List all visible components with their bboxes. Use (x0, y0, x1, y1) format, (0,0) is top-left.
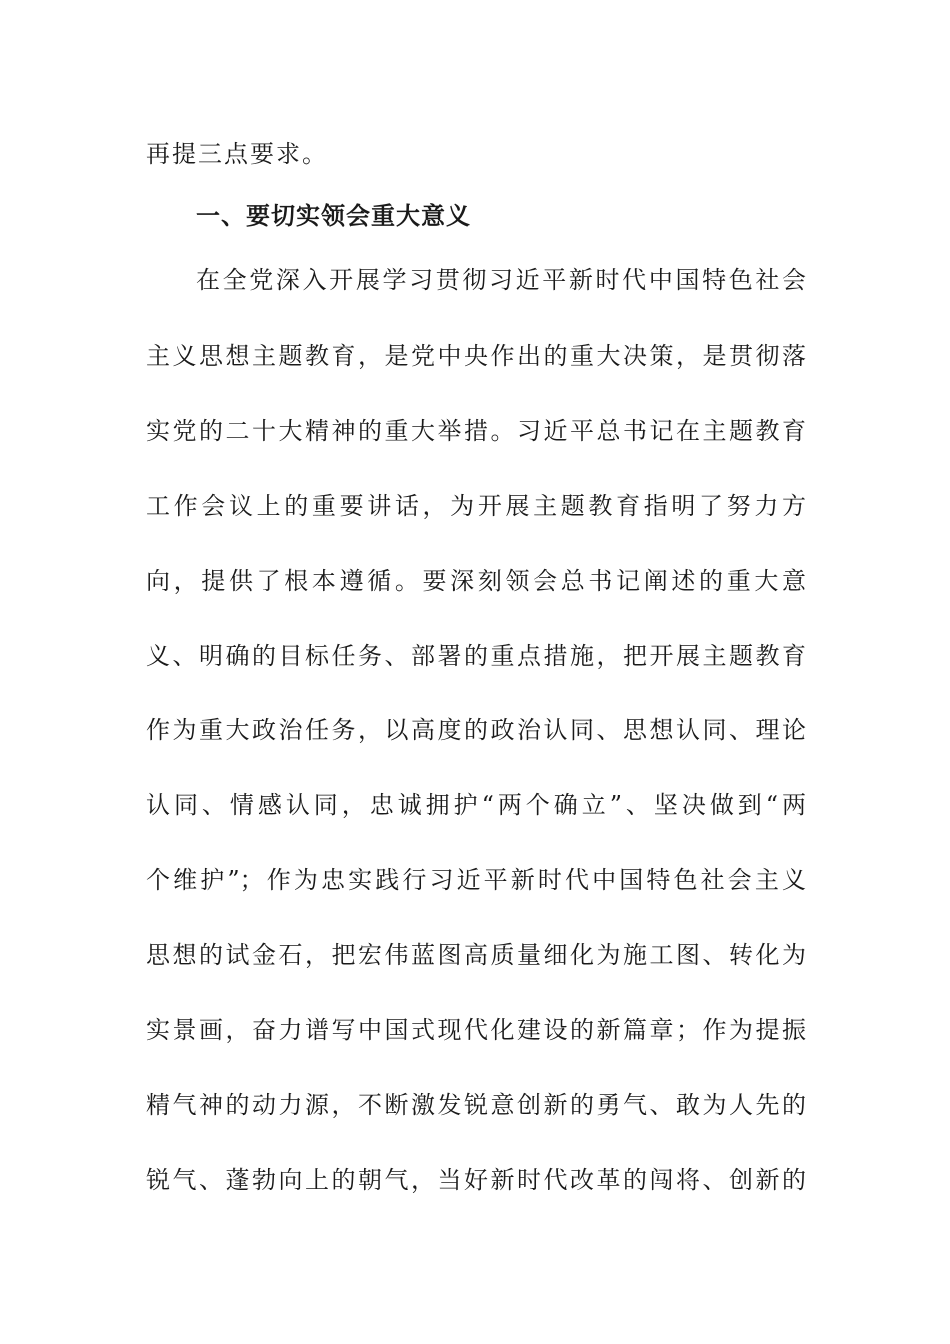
paragraph-line: 思想的试金石，把宏伟蓝图高质量细化为施工图、转化为 (146, 941, 806, 969)
paragraph-line: 认同、情感认同，忠诚拥护“两个确立”、坚决做到“两 (146, 791, 806, 819)
paragraph-line: 个维护”；作为忠实践行习近平新时代中国特色社会主义 (146, 866, 806, 894)
paragraph-line: 向，提供了根本遵循。要深刻领会总书记阐述的重大意 (146, 567, 806, 595)
paragraph-line: 精气神的动力源，不断激发锐意创新的勇气、敢为人先的 (146, 1091, 806, 1119)
intro-line: 再提三点要求。 (146, 140, 328, 168)
paragraph-line: 实党的二十大精神的重大举措。习近平总书记在主题教育 (146, 417, 806, 445)
paragraph-line: 义、明确的目标任务、部署的重点措施，把开展主题教育 (146, 642, 806, 670)
section-heading: 一、要切实领会重大意义 (196, 202, 471, 230)
paragraph-line: 工作会议上的重要讲话，为开展主题教育指明了努力方 (146, 492, 806, 520)
paragraph-line: 在全党深入开展学习贯彻习近平新时代中国特色社会 (196, 266, 806, 294)
paragraph-line: 主义思想主题教育，是党中央作出的重大决策，是贯彻落 (146, 342, 806, 370)
paragraph-line: 实景画，奋力谱写中国式现代化建设的新篇章；作为提振 (146, 1016, 806, 1044)
paragraph-line: 锐气、蓬勃向上的朝气，当好新时代改革的闯将、创新的 (146, 1166, 806, 1194)
paragraph-line: 作为重大政治任务，以高度的政治认同、思想认同、理论 (146, 716, 806, 744)
